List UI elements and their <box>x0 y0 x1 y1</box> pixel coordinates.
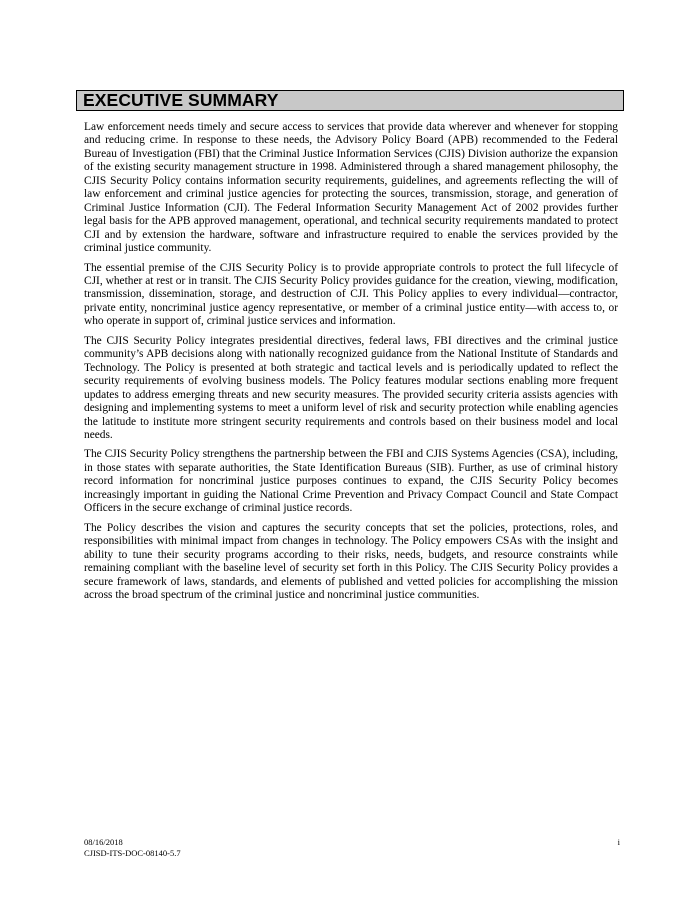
paragraph: Law enforcement needs timely and secure access to services that provide data wherever and whenever for stopping and reducing crime. In response to these needs, the Advisory Policy Board (APB) recommended to the Federal Bureau of Investigation (FBI) that the Criminal Justice Information Services (CJIS) Division authorize the expansion of the existing security management structure in 1998. Administered through a shared management philosophy, the CJIS Security Policy contains information security requirements, guidelines, and agreements reflecting the will of law enforcement and criminal justice agencies for protecting the sources, transmission, storage, and generation of Criminal Justice Information (CJI). The Federal Information Security Management Act of 2002 provides further legal basis for the APB approved management, operational, and technical security requirements mandated to protect CJI and by extension the hardware, software and infrastructure required to enable the services provided by the criminal justice community. <box>84 121 618 255</box>
footer-date: 08/16/2018 <box>84 837 123 847</box>
body-text <box>84 121 618 608</box>
paragraph: The CJIS Security Policy strengthens the partnership between the FBI and CJIS Systems Agencies (CSA), including, in those states with separate authorities, the State Identification Bureaus (SIB). Further, as use of criminal history record information for noncriminal justice purposes continues to expand, the CJIS Security Policy becomes increasingly important in guiding the National Crime Prevention and Privacy Compact Council and State Compact Officers in the secure exchange of criminal justice records. <box>84 448 618 515</box>
paragraph: The essential premise of the CJIS Security Policy is to provide appropriate controls to protect the full lifecycle of CJI, whether at rest or in transit. The CJIS Security Policy provides guidance for the creation, viewing, modification, transmission, dissemination, storage, and destruction of CJI. This Policy applies to every individual—contractor, private entity, noncriminal justice agency representative, or member of a criminal justice entity—with access to, or who operate in support of, criminal justice services and information. <box>84 261 618 328</box>
footer-info <box>84 837 181 859</box>
footer-document-id: CJISD-ITS-DOC-08140-5.7 <box>84 848 181 858</box>
section-heading: EXECUTIVE SUMMARY <box>76 90 624 111</box>
paragraph: The CJIS Security Policy integrates presidential directives, federal laws, FBI directives and the criminal justice community’s APB decisions along with nationally recognized guidance from the National Institute of Standards and Technology. The Policy is presented at both strategic and tactical levels and is periodically updated to reflect the security requirements of evolving business models. The Policy features modular sections enabling more frequent updates to address emerging threats and new security measures. The provided security criteria assists agencies with designing and implementing systems to meet a uniform level of risk and security protection while enabling agencies the latitude to institute more stringent security requirements and controls based on their business model and local needs. <box>84 334 618 441</box>
paragraph: The Policy describes the vision and captures the security concepts that set the policies, protections, roles, and responsibilities with minimal impact from changes in technology. The Policy empowers CSAs with the insight and ability to tune their security programs according to their risks, needs, budgets, and resource constraints while remaining compliant with the baseline level of security set forth in this Policy. The CJIS Security Policy provides a secure framework of laws, standards, and elements of published and vetted policies for accomplishing the mission across the broad spectrum of the criminal justice and noncriminal justice communities. <box>84 521 618 601</box>
page-number: i <box>617 837 620 847</box>
